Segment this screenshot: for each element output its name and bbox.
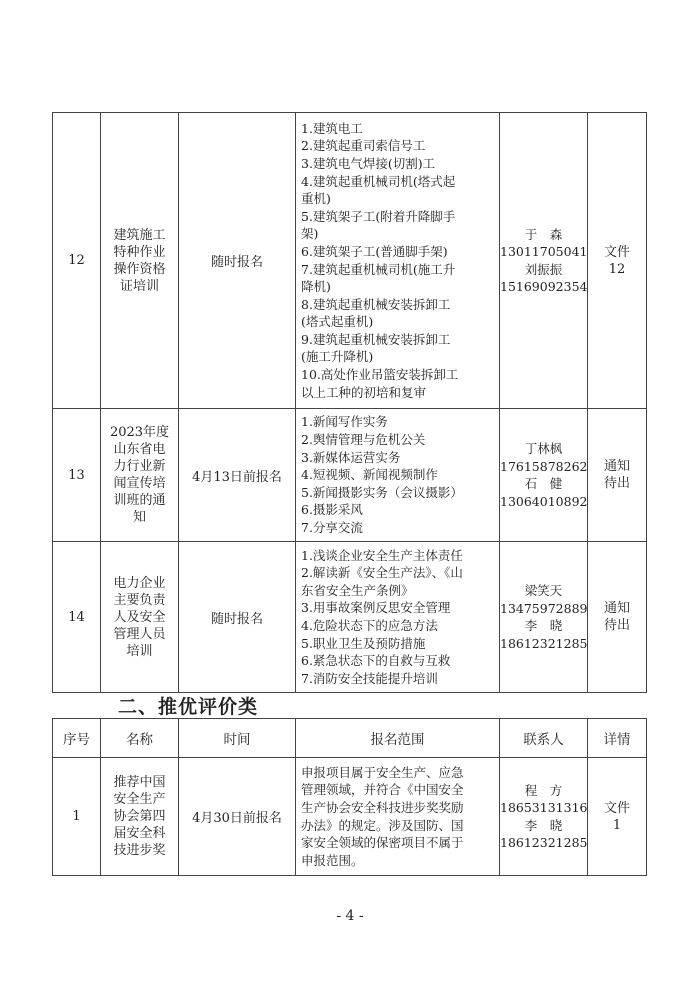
- row-detail: 通知 待出: [588, 542, 647, 693]
- section-title: 二、推优评价类: [118, 696, 259, 718]
- table-header-row: [53, 719, 647, 758]
- row-seq: 13: [53, 409, 101, 542]
- row-time: 随时报名: [179, 542, 296, 693]
- table-row: [53, 542, 647, 693]
- header-detail: 详情: [588, 719, 647, 758]
- header-contact: 联系人: [500, 719, 588, 758]
- row-name: 建筑施工 特种作业 操作资格 证培训: [101, 113, 179, 409]
- award-table: [52, 718, 647, 876]
- row-seq: 1: [53, 758, 101, 876]
- row-contact: 丁林枫 17615878262 石 健 13064010892: [500, 409, 588, 542]
- row-detail: 文件 12: [588, 113, 647, 409]
- header-name: 名称: [101, 719, 179, 758]
- table-row: [53, 758, 647, 876]
- row-contact: 于 森 13011705041 刘振振 15169092354: [500, 113, 588, 409]
- row-time: 随时报名: [179, 113, 296, 409]
- row-contact: 程 方 18653131316 李 晓 18612321285: [500, 758, 588, 876]
- row-name: 推荐中国 安全生产 协会第四 届安全科 技进步奖: [101, 758, 179, 876]
- row-items: 1.浅谈企业安全生产主体责任 2.解读新《安全生产法》、《山 东省安全生产条例》 3.用事故案例反思安全管理 4.危险状态下的应急方法 5.职业卫生及预防措施 6.紧急状态下的自救与互救 7.消防安全技能提升培训: [296, 542, 500, 693]
- row-seq: 14: [53, 542, 101, 693]
- header-time: 时间: [179, 719, 296, 758]
- row-items: 1.新闻写作实务 2.舆情管理与危机公关 3.新媒体运营实务 4.短视频、新闻视频制作 5.新闻摄影实务（会议摄影） 6.摄影采风 7.分享交流: [296, 409, 500, 542]
- row-contact: 梁笑天 13475972889 李 晓 18612321285: [500, 542, 588, 693]
- row-name: 2023年度 山东省电 力行业新 闻宣传培 训班的通 知: [101, 409, 179, 542]
- page-number: - 4 -: [336, 908, 364, 924]
- table-row: [53, 409, 647, 542]
- training-table: [52, 112, 647, 693]
- row-name: 电力企业 主要负责 人及安全 管理人员 培训: [101, 542, 179, 693]
- row-time: 4月30日前报名: [179, 758, 296, 876]
- header-seq: 序号: [53, 719, 101, 758]
- row-time: 4月13日前报名: [179, 409, 296, 542]
- row-items: 1.建筑电工 2.建筑起重司索信号工 3.建筑电气焊接(切割)工 4.建筑起重机械司机(塔式起 重机) 5.建筑架子工(附着升降脚手 架) 6.建筑架子工(普通脚手架) 7.建筑起重机械司机(施工升 降机) 8.建筑起重机械安装拆卸工 (塔式起重机) 9.建筑起重机械安装拆卸工 (施工升降机) 10.高处作业吊篮安装拆卸工 以上工种的初培和复审: [296, 113, 500, 409]
- row-detail: 通知 待出: [588, 409, 647, 542]
- row-seq: 12: [53, 113, 101, 409]
- row-scope: 申报项目属于安全生产、应急 管理领域，并符合《中国安全 生产协会安全科技进步奖奖励 办法》的规定。涉及国防、国 家安全领域的保密项目不属于 申报范围。: [296, 758, 500, 876]
- header-scope: 报名范围: [296, 719, 500, 758]
- table-row: [53, 113, 647, 409]
- row-detail: 文件 1: [588, 758, 647, 876]
